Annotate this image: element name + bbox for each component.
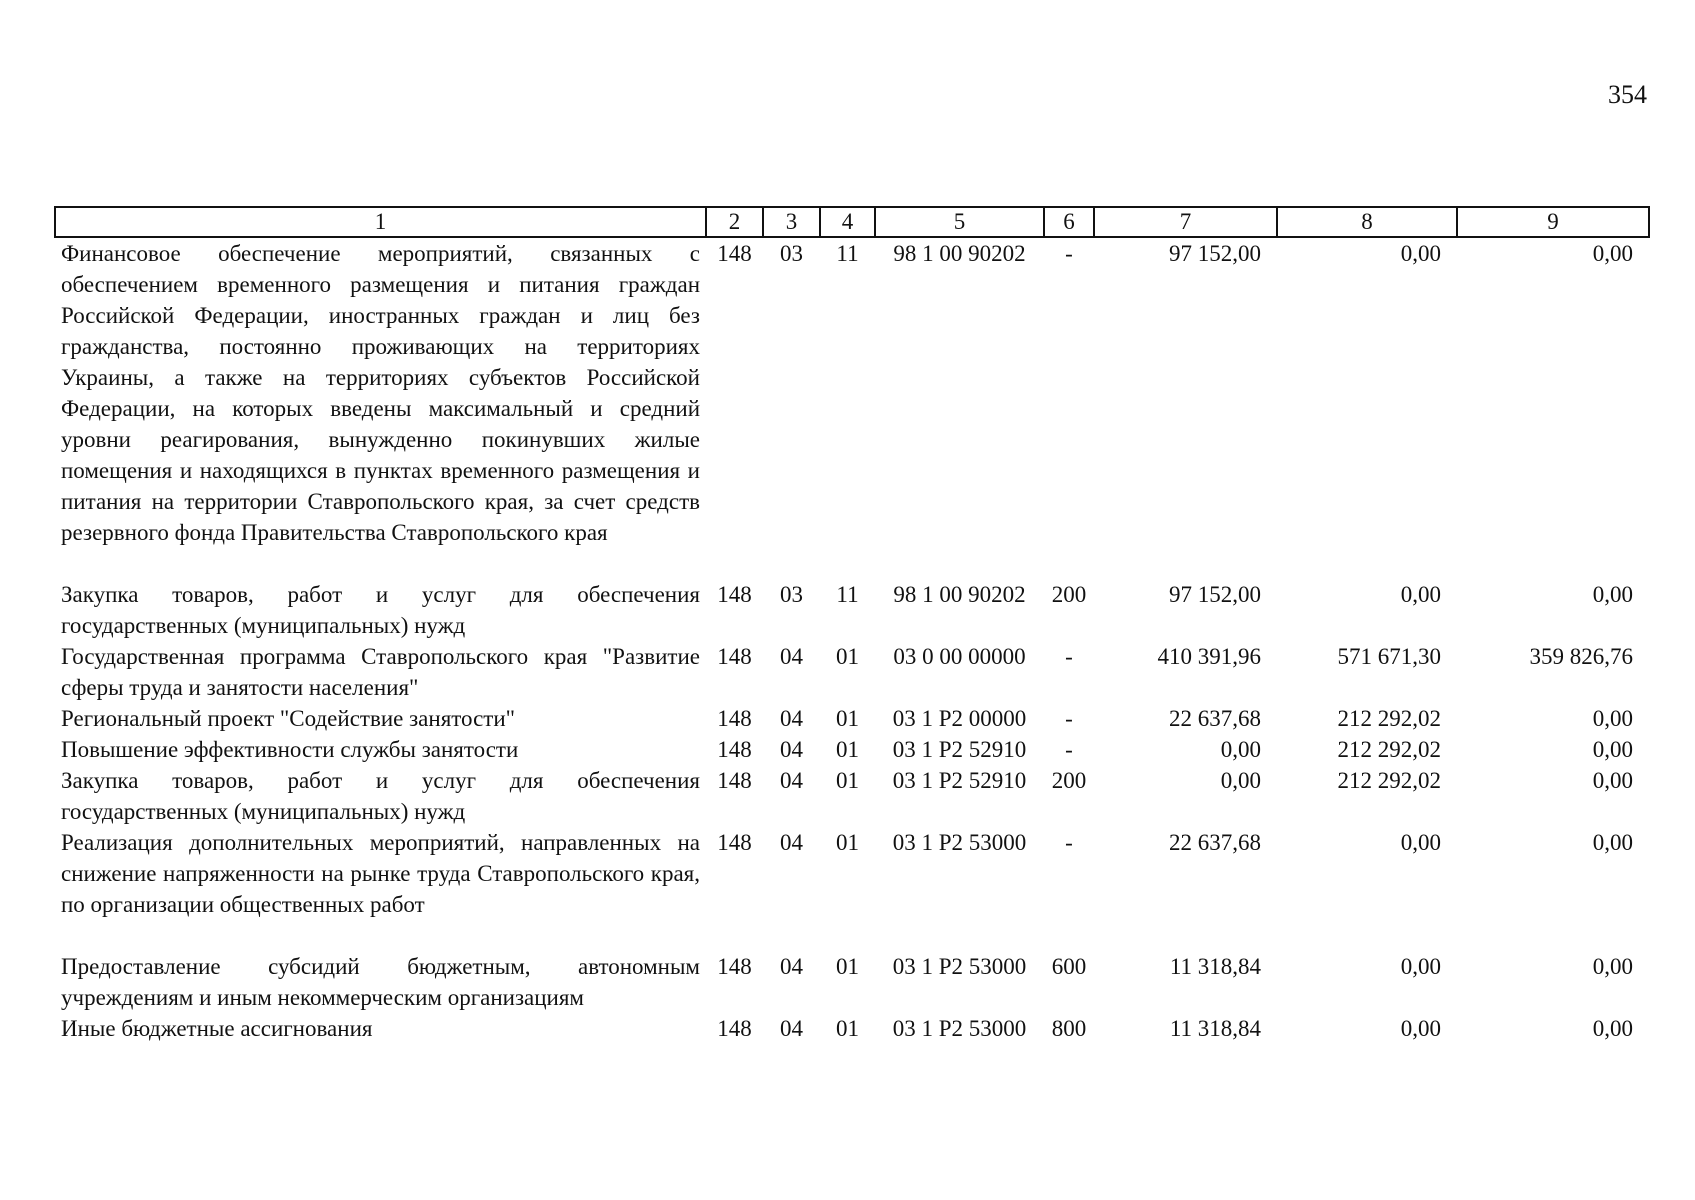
column-header: 7: [1094, 207, 1277, 237]
column-header: 1: [55, 207, 706, 237]
expense-type-code: 200: [1051, 768, 1087, 793]
column-header: 8: [1277, 207, 1457, 237]
target-article-code: 03 1 P2 00000: [892, 706, 1027, 731]
amount-col-8: 0,00: [1400, 241, 1441, 266]
expense-type-code: 200: [1051, 582, 1087, 607]
amount-col-9: 0,00: [1592, 1016, 1633, 1041]
amount-col-9: 0,00: [1592, 830, 1633, 855]
subsection-code: 01: [836, 830, 859, 855]
item-name: Реализация дополнительных мероприятий, направленных на снижение напряженности на рынке труда Ставропольского края, по организации общественных работ: [61, 830, 700, 917]
ministry-code: 148: [717, 241, 752, 266]
column-header: 9: [1457, 207, 1649, 237]
expense-type-code: 600: [1051, 954, 1087, 979]
amount-col-9: 0,00: [1592, 768, 1633, 793]
amount-col-8: 212 292,02: [1337, 706, 1441, 731]
amount-col-7: 11 318,84: [1169, 954, 1261, 979]
table-row: [55, 734, 1649, 765]
section-code: 04: [780, 954, 803, 979]
amount-col-7: 0,00: [1220, 737, 1261, 762]
table-row: [55, 951, 1649, 1013]
section-code: 04: [780, 644, 803, 669]
expense-type-code: -: [1065, 830, 1073, 855]
section-code: 04: [780, 706, 803, 731]
amount-col-8: 0,00: [1400, 1016, 1441, 1041]
table-row: [55, 827, 1649, 951]
amount-col-8: 0,00: [1400, 830, 1441, 855]
amount-col-8: 212 292,02: [1337, 737, 1441, 762]
amount-col-9: 359 826,76: [1529, 644, 1633, 669]
target-article-code: 98 1 00 90202: [893, 582, 1026, 607]
subsection-code: 01: [836, 1016, 859, 1041]
page-number: 354: [1608, 80, 1647, 109]
amount-col-7: 410 391,96: [1157, 644, 1261, 669]
table-row: [55, 703, 1649, 734]
item-name: Повышение эффективности службы занятости: [61, 737, 519, 762]
amount-col-7: 0,00: [1220, 768, 1261, 793]
subsection-code: 01: [836, 737, 859, 762]
subsection-code: 01: [836, 644, 859, 669]
column-header: 3: [763, 207, 820, 237]
amount-col-8: 571 671,30: [1337, 644, 1441, 669]
ministry-code: 148: [717, 1016, 752, 1041]
subsection-code: 01: [836, 706, 859, 731]
subsection-code: 01: [836, 768, 859, 793]
table-row: [55, 237, 1649, 579]
target-article-code: 03 1 P2 52910: [892, 768, 1027, 793]
column-header: 6: [1044, 207, 1094, 237]
subsection-code: 11: [836, 241, 859, 266]
amount-col-9: 0,00: [1592, 706, 1633, 731]
ministry-code: 148: [717, 644, 752, 669]
amount-col-8: 0,00: [1400, 954, 1441, 979]
ministry-code: 148: [717, 737, 752, 762]
amount-col-8: 0,00: [1400, 582, 1441, 607]
section-code: 03: [780, 582, 803, 607]
expense-type-code: -: [1065, 737, 1073, 762]
ministry-code: 148: [717, 706, 752, 731]
amount-col-9: 0,00: [1592, 241, 1633, 266]
target-article-code: 03 1 P2 52910: [892, 737, 1027, 762]
section-code: 03: [780, 241, 803, 266]
expense-type-code: -: [1065, 241, 1073, 266]
amount-col-7: 11 318,84: [1169, 1016, 1261, 1041]
target-article-code: 98 1 00 90202: [893, 241, 1026, 266]
section-code: 04: [780, 1016, 803, 1041]
amount-col-9: 0,00: [1592, 737, 1633, 762]
expense-type-code: -: [1065, 644, 1073, 669]
ministry-code: 148: [717, 768, 752, 793]
item-name: Предоставление субсидий бюджетным, автономным учреждениям и иным некоммерческим организациям: [61, 954, 700, 1010]
amount-col-7: 97 152,00: [1169, 241, 1261, 266]
amount-col-7: 97 152,00: [1169, 582, 1261, 607]
section-code: 04: [780, 768, 803, 793]
item-name: Региональный проект "Содействие занятости": [61, 706, 516, 731]
amount-col-9: 0,00: [1592, 582, 1633, 607]
table-row: [55, 579, 1649, 641]
table-row: [55, 1013, 1649, 1044]
item-name: Иные бюджетные ассигнования: [61, 1016, 373, 1041]
subsection-code: 11: [836, 582, 859, 607]
target-article-code: 03 1 P2 53000: [892, 954, 1027, 979]
item-name: Финансовое обеспечение мероприятий, связанных с обеспечением временного размещения и питания граждан Российской Федерации, иностранных граждан и лиц без гражданства, постоянно проживающих на территориях Украины, а также на территориях субъектов Российской Федерации, на которых введены максимальный и средний уровни реагирования, вынужденно покинувших жилые помещения и находящихся в пунктах временного размещения и питания на территории Ставропольского края, за счет средств резервного фонда Правительства Ставропольского края: [61, 241, 700, 545]
expense-type-code: 800: [1051, 1016, 1087, 1041]
table-row: [55, 641, 1649, 703]
target-article-code: 03 0 00 00000: [893, 644, 1026, 669]
header-row: [55, 207, 1649, 237]
ministry-code: 148: [717, 582, 752, 607]
ministry-code: 148: [717, 954, 752, 979]
table-row: [55, 765, 1649, 827]
budget-table: [54, 206, 1650, 1044]
subsection-code: 01: [836, 954, 859, 979]
item-name: Закупка товаров, работ и услуг для обеспечения государственных (муниципальных) нужд: [61, 582, 700, 638]
section-code: 04: [780, 737, 803, 762]
target-article-code: 03 1 P2 53000: [892, 1016, 1027, 1041]
item-name: Государственная программа Ставропольского края "Развитие сферы труда и занятости населения": [61, 644, 700, 700]
column-header: 5: [875, 207, 1044, 237]
amount-col-7: 22 637,68: [1169, 830, 1261, 855]
ministry-code: 148: [717, 830, 752, 855]
amount-col-9: 0,00: [1592, 954, 1633, 979]
amount-col-7: 22 637,68: [1169, 706, 1261, 731]
expense-type-code: -: [1065, 706, 1073, 731]
column-header: 2: [706, 207, 763, 237]
column-header: 4: [820, 207, 875, 237]
section-code: 04: [780, 830, 803, 855]
item-name: Закупка товаров, работ и услуг для обеспечения государственных (муниципальных) нужд: [61, 768, 700, 824]
amount-col-8: 212 292,02: [1337, 768, 1441, 793]
target-article-code: 03 1 P2 53000: [892, 830, 1027, 855]
